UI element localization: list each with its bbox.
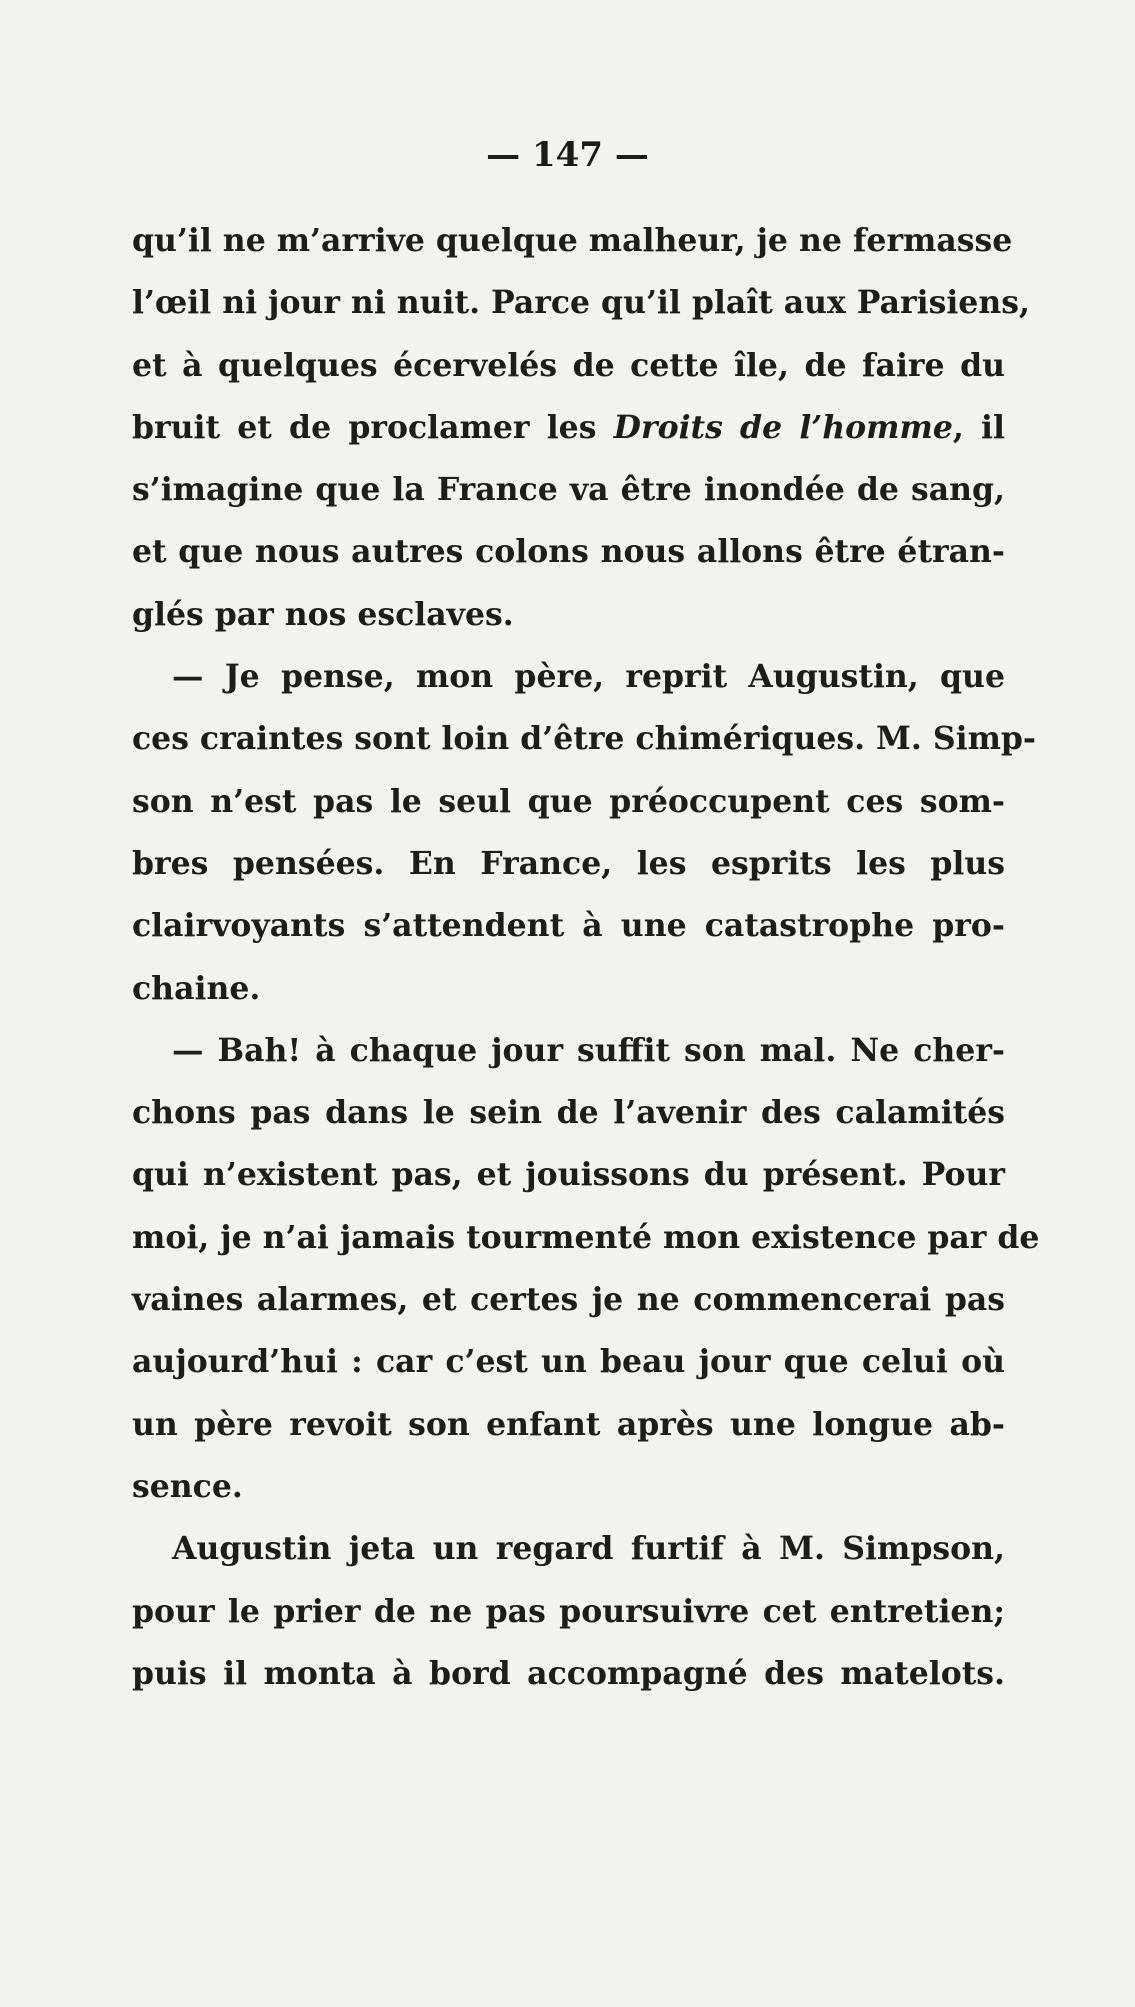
- text-line: clairvoyants s’attendent à une catastrophe pro-: [132, 907, 1005, 945]
- text-line: aujourd’hui : car c’est un beau jour que celui où: [132, 1343, 1005, 1381]
- text-line: chaine.: [132, 969, 261, 1007]
- text-line: l’œil ni jour ni nuit. Parce qu’il plaît aux Parisiens,: [132, 284, 1030, 322]
- text-line: puis il monta à bord accompagné des matelots.: [132, 1654, 1005, 1692]
- text-line: son n’est pas le seul que préoccupent ces som-: [132, 782, 1005, 820]
- text-fragment: , il: [952, 408, 1005, 446]
- text-line: moi, je n’ai jamais tourmenté mon existence par de: [132, 1218, 1040, 1256]
- text-line: glés par nos esclaves.: [132, 595, 514, 633]
- text-line: chons pas dans le sein de l’avenir des calamités: [132, 1094, 1005, 1132]
- text-fragment: bruit et de proclamer les: [132, 408, 614, 446]
- text-line-with-italic: [132, 397, 1005, 459]
- paragraph-start: Augustin jeta un regard furtif à M. Simpson,: [172, 1530, 1005, 1568]
- italic-title: Droits de l’homme: [613, 408, 953, 446]
- text-line: bres pensées. En France, les esprits les plus: [132, 844, 1005, 882]
- text-line: et que nous autres colons nous allons être étran-: [132, 533, 1005, 571]
- page-number: — 147 —: [486, 135, 649, 175]
- text-line: un père revoit son enfant après une longue ab-: [132, 1405, 1005, 1443]
- text-line: pour le prier de ne pas poursuivre cet entretien;: [132, 1592, 1005, 1630]
- text-line: vaines alarmes, et certes je ne commencerai pas: [132, 1281, 1005, 1319]
- text-line: s’imagine que la France va être inondée de sang,: [132, 471, 1005, 509]
- text-line: qu’il ne m’arrive quelque malheur, je ne fermasse: [132, 222, 1013, 259]
- paragraph-start: — Je pense, mon père, reprit Augustin, que: [172, 658, 1005, 696]
- text-line: ces craintes sont loin d’être chimériques. M. Simp-: [132, 720, 1036, 758]
- text-line: qui n’existent pas, et jouissons du présent. Pour: [132, 1156, 1005, 1194]
- text-line: sence.: [132, 1467, 243, 1505]
- paragraph-start: — Bah! à chaque jour suffit son mal. Ne cher-: [172, 1031, 1005, 1069]
- text-line: et à quelques écervelés de cette île, de faire du: [132, 346, 1005, 384]
- body-text: [132, 210, 1040, 1705]
